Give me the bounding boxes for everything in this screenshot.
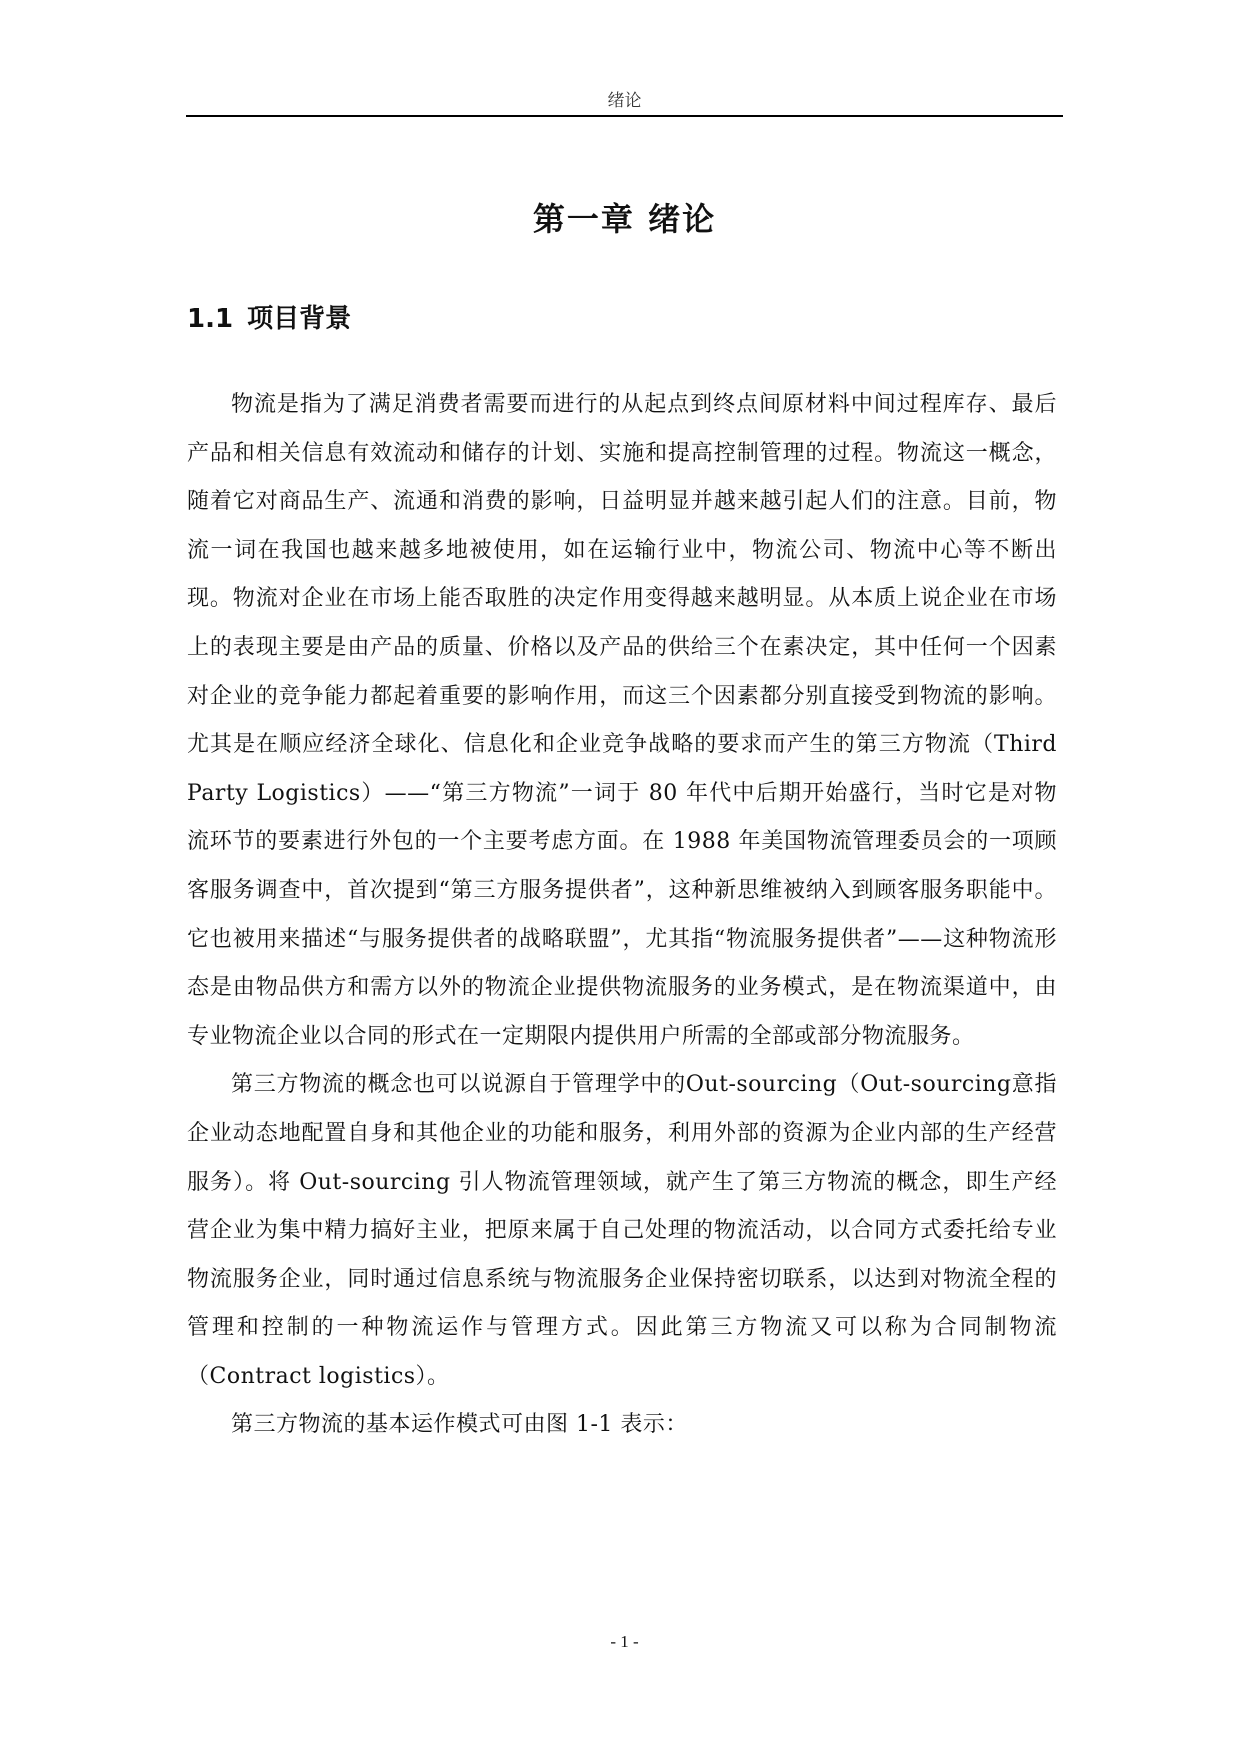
running-header: 绪论 bbox=[607, 91, 642, 111]
paragraph-figure-reference: 第三方物流的基本运作模式可由图 1-1 表示： bbox=[231, 1412, 688, 1438]
paragraph-outsourcing-concept: 第三方物流的概念也可以说源自于管理学中的Out-sourcing（Out-sourcing意指企业动态地配置自身和其他企业的功能和服务，利用外部的资源为企业内部的生产经营服务）。将 Out-sourcing 引人物流管理领域，就产生了第三方物流的概念，即生产经营企业为集中精力搞好主业，把原来属于自己处理的物流活动，以合同方式委托给专业物流服务企业，同时通过信息系统与物流服务企业保持密切联系，以达到对物流全程的管理和控制的一种物流运作与管理方式。因此第三方物流又可以称为合同制物流（Contract logistics）。 bbox=[187, 1072, 1057, 1389]
section-number: 1.1 bbox=[187, 304, 234, 334]
page-number: - 1 - bbox=[610, 1632, 639, 1651]
body-text bbox=[187, 381, 1057, 1450]
paragraph-logistics-definition: 物流是指为了满足消费者需要而进行的从起点到终点间原材料中间过程库存、最后产品和相关信息有效流动和储存的计划、实施和提高控制管理的过程。物流这一概念，随着它对商品生产、流通和消费的影响，日益明显并越来越引起人们的注意。目前，物流一词在我国也越来越多地被使用，如在运输行业中，物流公司、物流中心等不断出现。物流对企业在市场上能否取胜的决定作用变得越来越明显。从本质上说企业在市场上的表现主要是由产品的质量、价格以及产品的供给三个在素决定，其中任何一个因素对企业的竞争能力都起着重要的影响作用，而这三个因素都分别直接受到物流的影响。尤其是在顺应经济全球化、信息化和企业竞争战略的要求而产生的第三方物流（Third Party Logistics）——“第三方物流”一词于 80 年代中后期开始盛行，当时它是对物流环节的要素进行外包的一个主要考虑方面。在 1988 年美国物流管理委员会的一项顾客服务调查中，首次提到“第三方服务提供者”，这种新思维被纳入到顾客服务职能中。它也被用来描述“与服务提供者的战略联盟”，尤其指“物流服务提供者”——这种物流形态是由物品供方和需方以外的物流企业提供物流服务的业务模式，是在物流渠道中，由专业物流企业以合同的形式在一定期限内提供用户所需的全部或部分物流服务。 bbox=[187, 392, 1057, 1049]
chapter-title: 第一章 绪论 bbox=[532, 200, 717, 238]
header-rule bbox=[186, 115, 1063, 117]
section-heading-text: 项目背景 bbox=[247, 304, 352, 334]
section-title bbox=[187, 298, 351, 335]
